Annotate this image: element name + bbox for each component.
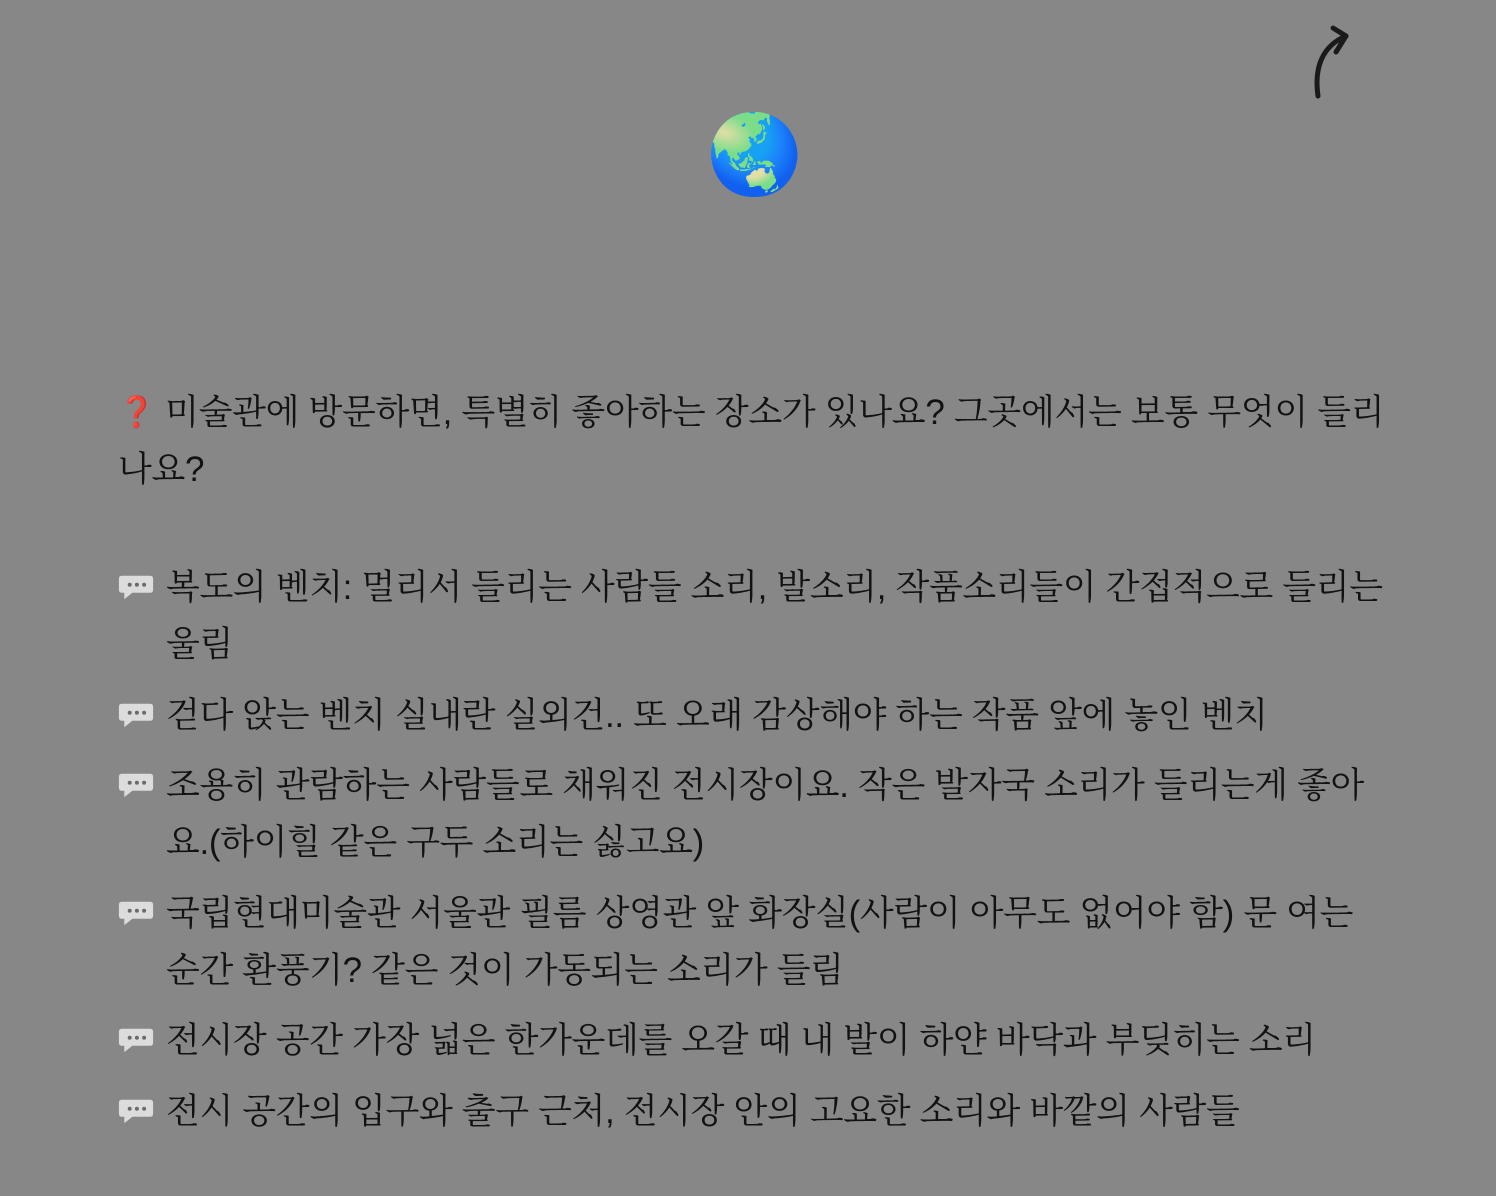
speech-bubble-icon [118, 1025, 158, 1059]
answer-text: 전시장 공간 가장 넓은 한가운데를 오갈 때 내 발이 하얀 바닥과 부딪히는 소리 [166, 1021, 1316, 1061]
speech-bubble-icon [118, 572, 158, 606]
speech-bubble-icon [118, 770, 158, 804]
question-block [118, 385, 1386, 498]
list-item [118, 1013, 1386, 1070]
speech-bubble-icon [118, 898, 158, 932]
list-item [118, 886, 1386, 999]
answer-list [118, 560, 1386, 1140]
question-mark-icon: ❓ [118, 396, 156, 429]
curved-up-arrow-icon[interactable] [1306, 22, 1376, 100]
globe-earth-icon: 🌏 [706, 110, 804, 198]
list-item [118, 758, 1386, 871]
speech-bubble-icon [118, 700, 158, 734]
answer-text: 조용히 관람하는 사람들로 채워진 전시장이요. 작은 발자국 소리가 들리는게 좋아요.(하이힐 같은 구두 소리는 싫고요) [166, 766, 1364, 863]
answer-text: 국립현대미술관 서울관 필름 상영관 앞 화장실(사람이 아무도 없어야 함) 문 여는 순간 환풍기? 같은 것이 가동되는 소리가 들림 [166, 893, 1354, 990]
list-item [118, 688, 1386, 745]
list-item [118, 560, 1386, 673]
document-content [0, 385, 1496, 1141]
answer-text: 걷다 앉는 벤치 실내란 실외건.. 또 오래 감상해야 하는 작품 앞에 놓인 벤치 [166, 695, 1268, 735]
answer-text: 전시 공간의 입구와 출구 근처, 전시장 안의 고요한 소리와 바깥의 사람들 [166, 1091, 1240, 1131]
page-header [0, 0, 1496, 230]
list-item [118, 1084, 1386, 1141]
answer-text: 복도의 벤치: 멀리서 들리는 사람들 소리, 발소리, 작품소리들이 간접적으로 들리는 울림 [166, 568, 1383, 665]
speech-bubble-icon [118, 1096, 158, 1130]
question-text: 미술관에 방문하면, 특별히 좋아하는 장소가 있나요? 그곳에서는 보통 무엇이 들리나요? [118, 393, 1385, 489]
